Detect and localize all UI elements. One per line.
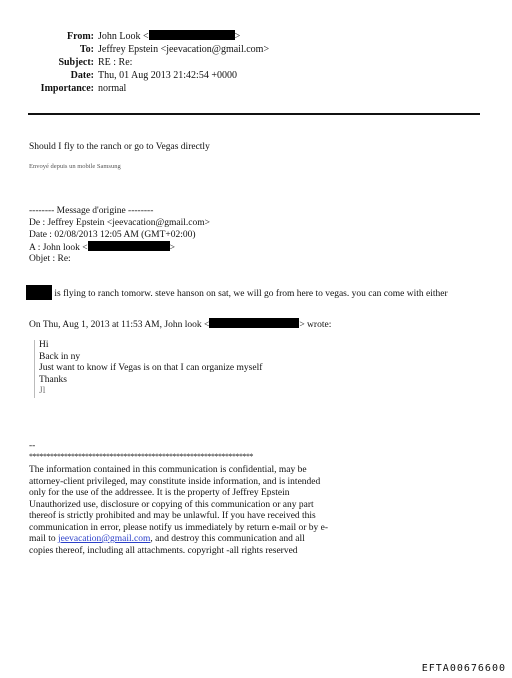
from-label: From: [66, 31, 94, 42]
redaction-box [88, 241, 170, 251]
quote-line: Hi [39, 340, 49, 350]
importance-value: normal [98, 83, 127, 94]
to-label: To: [79, 44, 94, 55]
confidentiality-notice: The information contained in this communication is confidential, may be attorney-client privileged, may constitute inside information, and is intended only for the use of the addressee. It is the property of Jeffrey Epstein Unauthorized use, disclosure or copying of this communication or any part thereof is strictly prohibited and may be unlawful. If you have received this communication in error, please notify us immediately by return e-mail or by e-mail to jeevacation@gmail.com, and destroy this communication and all copies thereof, including all attachments. copyright -all rights reserved [29, 465, 329, 556]
original-subject: Objet : Re: [29, 254, 71, 264]
original-divider: -------- Message d'origine -------- [29, 206, 154, 216]
original-date: Date : 02/08/2013 12:05 AM (GMT+02:00) [29, 230, 196, 240]
from-value: John Look < [98, 31, 149, 42]
quote-line: Thanks [39, 374, 67, 385]
redaction-box [26, 285, 52, 300]
quote-intro: On Thu, Aug 1, 2013 at 11:53 AM, John look < > wrote: [29, 320, 332, 330]
header-divider [28, 113, 480, 115]
quote-line: Just want to know if Vegas is on that I can organize myself [39, 363, 263, 373]
document-id: EFTA00676600 [421, 663, 506, 674]
reply-text: is flying to ranch tomorw. steve hanson on sat, we will go from here to vegas. you can come with either [54, 289, 448, 299]
message-line: Should I fly to the ranch or go to Vegas directly [29, 142, 210, 152]
quote-line: Jl [39, 386, 46, 396]
reply-line [26, 285, 448, 300]
original-from: De : Jeffrey Epstein <jeevacation@gmail.com> [29, 218, 210, 228]
email-link[interactable]: jeevacation@gmail.com [58, 534, 151, 544]
redaction-box [209, 318, 299, 328]
quote-line: Back in ny [39, 351, 81, 362]
to-value: Jeffrey Epstein <jeevacation@gmail.com> [98, 44, 270, 55]
quoted-message [34, 340, 262, 398]
signature-dashes: -- [29, 441, 36, 451]
importance-label: Importance: [40, 83, 94, 94]
original-to: A : John look < > [29, 243, 176, 253]
redaction-box [149, 30, 235, 40]
subject-value: RE : Re: [98, 57, 133, 68]
subject-label: Subject: [58, 57, 94, 68]
date-label: Date: [70, 70, 94, 81]
stars-divider: **************************************************************** [29, 452, 253, 461]
date-value: Thu, 01 Aug 2013 21:42:54 +0000 [98, 70, 237, 81]
mobile-signature: Envoyé depuis un mobile Samsung [29, 163, 121, 170]
